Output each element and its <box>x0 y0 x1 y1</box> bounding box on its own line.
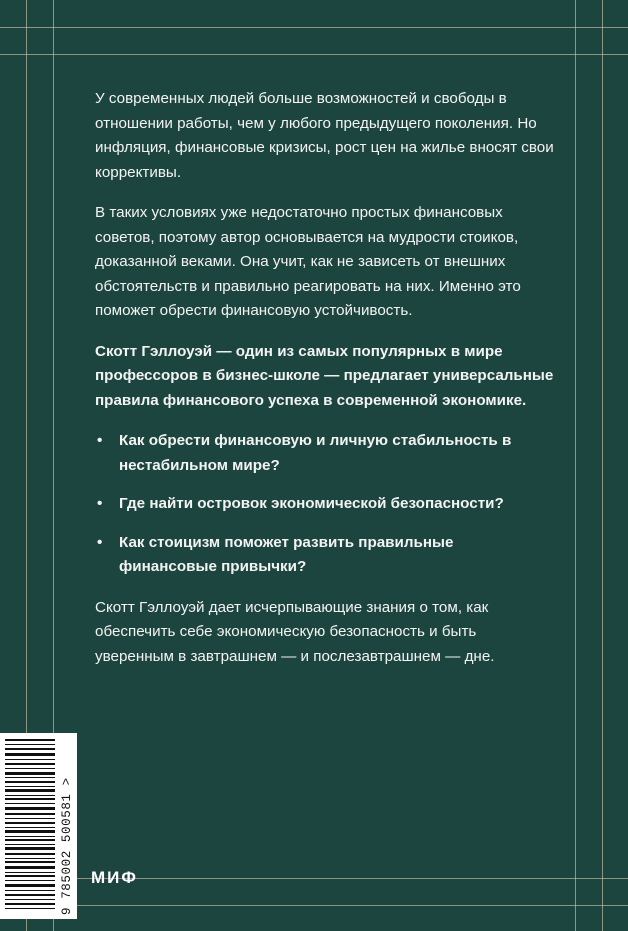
highlight-paragraph: Скотт Гэллоуэй — один из самых популярных в мире профессоров в бизнес-школе — предлагает универсальные правила финансового успеха в современной экономике. <box>95 342 554 409</box>
list-item: • Как обрести финансовую и личную стабильность в нестабильном мире? <box>95 429 555 478</box>
bullet-icon: • <box>97 495 103 512</box>
grid-line <box>0 54 628 55</box>
isbn-barcode <box>0 733 77 919</box>
bullet-icon: • <box>97 432 103 449</box>
intro-paragraph-2: В таких условиях уже недостаточно простых финансовых советов, поэтому автор основывается на мудрости стоиков, доказанной веками. Она учит, как не зависеть от внешних обстоятельств и правильно реагировать на них. Именно это поможет обрести финансовую устойчивость. <box>95 204 521 319</box>
list-item: • Как стоицизм поможет развить правильные финансовые привычки? <box>95 531 555 580</box>
barcode-bars <box>5 739 55 913</box>
grid-line <box>0 27 628 28</box>
grid-line <box>575 0 576 931</box>
intro-paragraph-1: У современных людей больше возможностей и свободы в отношении работы, чем у любого предыдущего поколения. Но инфляция, финансовые кризисы, рост цен на жилье вносят свои коррективы. <box>95 90 554 181</box>
question-list <box>95 429 555 580</box>
publisher-logo: МИФ <box>91 868 138 887</box>
grid-line <box>602 0 603 931</box>
list-item: • Где найти островок экономической безопасности? <box>95 492 555 517</box>
grid-line <box>0 905 628 906</box>
isbn-number: 9 785002 500581 > <box>60 777 74 915</box>
closing-paragraph: Скотт Гэллоуэй дает исчерпывающие знания о том, как обеспечить себе экономическую безопасность и быть уверенным в завтрашнем — и послезавтрашнем — дне. <box>95 598 495 665</box>
bullet-icon: • <box>97 533 103 551</box>
annotation-text <box>95 87 555 685</box>
